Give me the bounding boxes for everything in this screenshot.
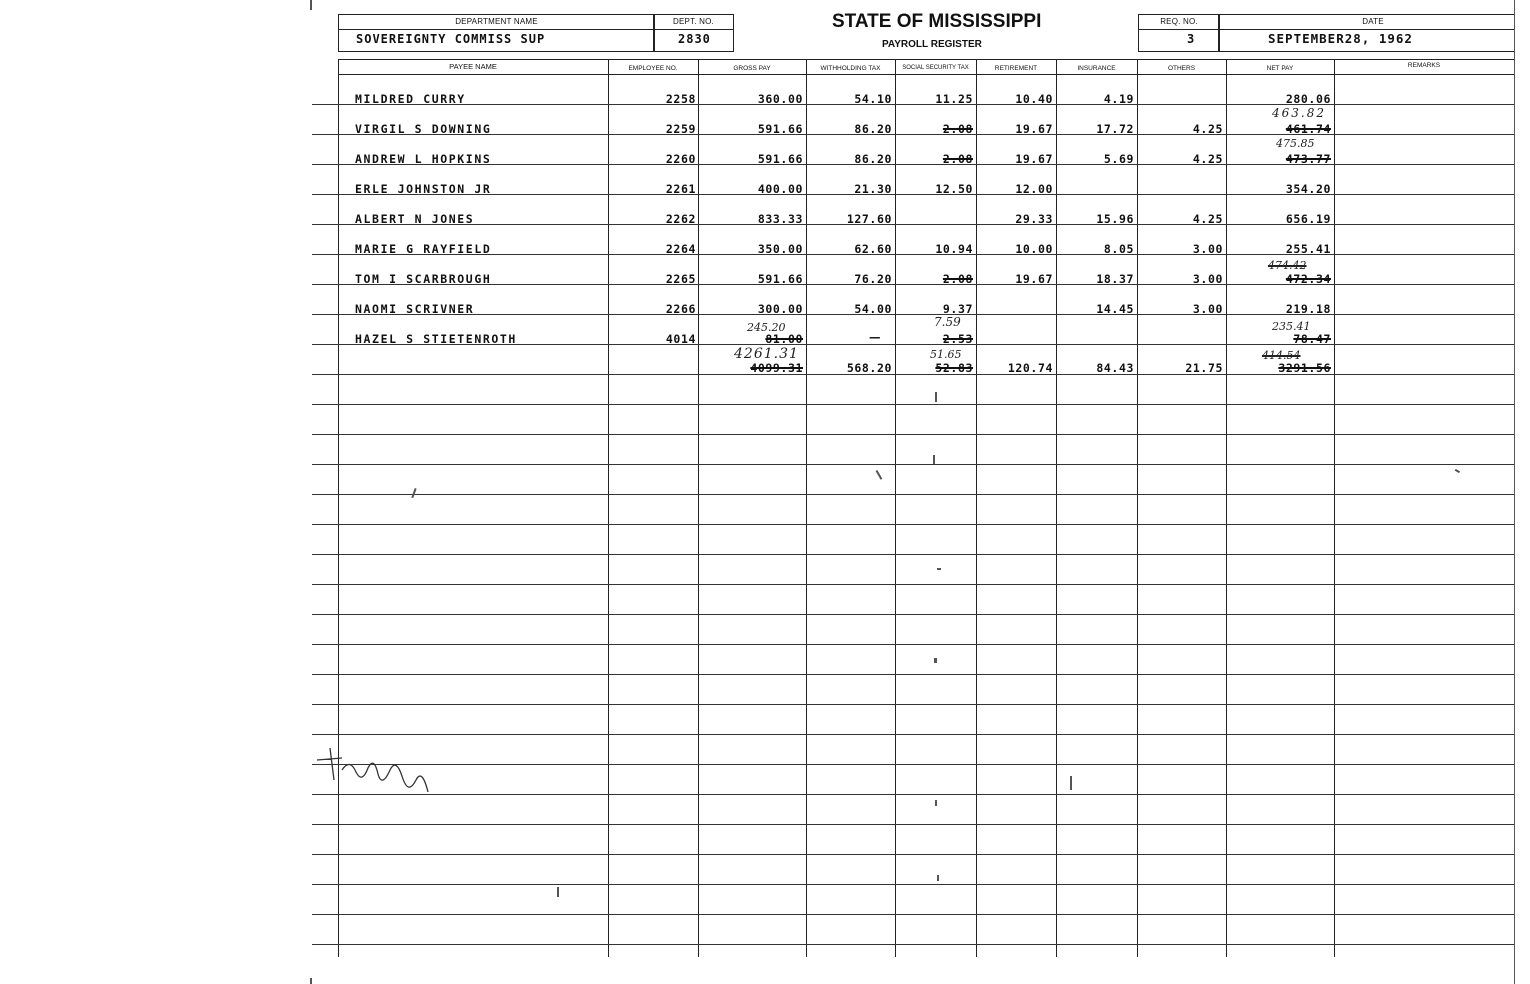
insurance: 15.96 — [1096, 212, 1134, 226]
row-rule — [312, 704, 1514, 705]
net-pay: 656.19 — [1285, 212, 1331, 226]
page-right-edge — [1514, 0, 1515, 984]
net-pay-struck: 461.74 — [1285, 122, 1331, 136]
row-rule — [312, 884, 1514, 885]
gross-pay: 350.00 — [757, 242, 803, 256]
gross-pay: 591.66 — [757, 152, 803, 166]
row-rule — [312, 584, 1514, 585]
gross-pay: 300.00 — [757, 302, 803, 316]
req-no-label: REQ. NO. — [1160, 17, 1198, 26]
retirement: 29.33 — [1015, 212, 1053, 226]
social-security-tax: 12.50 — [935, 182, 973, 196]
scan-speck — [935, 392, 937, 402]
net-pay: 280.06 — [1285, 92, 1331, 106]
scan-speck — [1070, 776, 1072, 790]
dept-name-label: DEPARTMENT NAME — [455, 17, 538, 26]
row-rule — [312, 554, 1514, 555]
insurance: 17.72 — [1096, 122, 1134, 136]
withholding-tax: 21.30 — [854, 182, 892, 196]
table-header-bottom — [338, 74, 1514, 75]
payee-name: TOM I SCARBROUGH — [355, 272, 492, 286]
row-rule — [312, 764, 1514, 765]
handwritten-net-correction: 475.85 — [1276, 137, 1315, 150]
social-security-tax: 9.37 — [942, 302, 973, 316]
retirement: 10.00 — [1015, 242, 1053, 256]
total-ss-struck: 52.83 — [935, 361, 973, 375]
social-security-tax-struck: 2.53 — [942, 332, 973, 346]
scan-speck — [411, 488, 416, 498]
handwritten-net-correction: 474.42 — [1268, 259, 1307, 272]
employee-no: 2264 — [665, 242, 696, 256]
divider — [1218, 29, 1514, 30]
net-pay: 354.20 — [1285, 182, 1331, 196]
col-header-payee: PAYEE NAME — [449, 62, 497, 71]
insurance: 4.19 — [1103, 92, 1134, 106]
dept-no-value: 2830 — [678, 32, 711, 46]
row-rule — [312, 824, 1514, 825]
divider — [338, 29, 655, 30]
others: 3.00 — [1192, 302, 1223, 316]
social-security-tax-struck: 2.08 — [942, 152, 973, 166]
employee-no: 2260 — [665, 152, 696, 166]
insurance: 18.37 — [1096, 272, 1134, 286]
insurance: 8.05 — [1103, 242, 1134, 256]
col-header-net-pay: NET PAY — [1266, 65, 1294, 72]
withholding-tax: 62.60 — [854, 242, 892, 256]
divider — [653, 29, 734, 30]
handwritten-total-gross: 4261.31 — [734, 346, 799, 362]
scan-speck — [310, 0, 312, 10]
handwritten-net-correction: 463.82 — [1272, 106, 1326, 120]
employee-no: 2265 — [665, 272, 696, 286]
withholding-tax: 86.20 — [854, 122, 892, 136]
req-no-value: 3 — [1187, 32, 1196, 46]
scan-speck — [557, 887, 559, 897]
scan-speck — [876, 470, 882, 479]
row-rule — [312, 434, 1514, 435]
others: 4.25 — [1192, 122, 1223, 136]
handwritten-net-correction: 235.41 — [1272, 320, 1311, 333]
scan-speck — [935, 800, 937, 806]
row-rule — [312, 734, 1514, 735]
employee-no: 2262 — [665, 212, 696, 226]
total-gross-struck: 4099.31 — [750, 361, 803, 375]
row-rule — [312, 524, 1514, 525]
row-rule — [312, 794, 1514, 795]
social-security-tax: 11.25 — [935, 92, 973, 106]
col-header-gross-pay: GROSS PAY — [733, 65, 771, 72]
scan-speck — [1455, 469, 1460, 473]
handwritten-ss-correction: 7.59 — [934, 315, 961, 329]
social-security-tax-struck: 2.08 — [942, 272, 973, 286]
withholding-tax: 127.60 — [846, 212, 892, 226]
gross-pay: 591.66 — [757, 272, 803, 286]
others: 3.00 — [1192, 272, 1223, 286]
scan-speck — [934, 658, 937, 663]
net-pay: 219.18 — [1285, 302, 1331, 316]
col-header-employee-no: EMPLOYEE NO. — [628, 65, 678, 72]
net-pay-struck: 78.47 — [1293, 332, 1331, 346]
payee-name: VIRGIL S DOWNING — [355, 122, 492, 136]
insurance: 5.69 — [1103, 152, 1134, 166]
row-rule — [312, 464, 1514, 465]
row-rule — [312, 944, 1514, 945]
date-label: DATE — [1362, 17, 1384, 26]
dept-name-value: SOVEREIGNTY COMMISS SUP — [356, 32, 546, 46]
payee-name: HAZEL S STIETENROTH — [355, 332, 517, 346]
row-rule — [312, 914, 1514, 915]
handwritten-gross-correction: 245.20 — [747, 321, 786, 334]
gross-pay: 400.00 — [757, 182, 803, 196]
col-header-others: OTHERS — [1167, 65, 1196, 72]
total-retirement: 120.74 — [1007, 361, 1053, 375]
net-pay-struck: 472.34 — [1285, 272, 1331, 286]
insurance: 14.45 — [1096, 302, 1134, 316]
col-header-social-security: SOCIAL SECURITY TAX — [902, 65, 969, 71]
retirement: 12.00 — [1015, 182, 1053, 196]
row-rule — [312, 224, 1514, 225]
dept-no-label: DEPT. NO. — [673, 17, 714, 26]
scan-speck — [937, 875, 939, 881]
net-pay: 255.41 — [1285, 242, 1331, 256]
social-security-tax-struck: 2.08 — [942, 122, 973, 136]
gross-pay: 591.66 — [757, 122, 803, 136]
payee-name: NAOMI SCRIVNER — [355, 302, 475, 316]
others: 3.00 — [1192, 242, 1223, 256]
scan-speck — [937, 568, 941, 570]
retirement: 19.67 — [1015, 152, 1053, 166]
row-rule — [312, 494, 1514, 495]
page-subtitle: PAYROLL REGISTER — [882, 39, 982, 50]
page-title: STATE OF MISSISSIPPI — [832, 11, 1042, 32]
payee-name: ERLE JOHNSTON JR — [355, 182, 492, 196]
total-net-struck: 3291.56 — [1278, 361, 1331, 375]
others: 4.25 — [1192, 152, 1223, 166]
payee-name: ALBERT N JONES — [355, 212, 475, 226]
divider — [1138, 29, 1220, 30]
date-value: SEPTEMBER28, 1962 — [1268, 31, 1413, 46]
row-rule — [312, 854, 1514, 855]
withholding-tax: 54.10 — [854, 92, 892, 106]
withholding-tax: — — [869, 330, 882, 344]
row-rule — [312, 614, 1514, 615]
withholding-tax: 86.20 — [854, 152, 892, 166]
net-pay-struck: 473.77 — [1285, 152, 1331, 166]
withholding-tax: 76.20 — [854, 272, 892, 286]
employee-no: 4014 — [665, 332, 696, 346]
col-header-insurance: INSURANCE — [1077, 65, 1116, 72]
scan-speck — [933, 455, 935, 464]
social-security-tax: 10.94 — [935, 242, 973, 256]
signature-scrawl — [312, 740, 442, 810]
table-top-border — [338, 59, 1514, 60]
retirement: 10.40 — [1015, 92, 1053, 106]
gross-pay: 833.33 — [757, 212, 803, 226]
withholding-tax: 54.00 — [854, 302, 892, 316]
handwritten-total-net: 414.54 — [1262, 349, 1301, 362]
employee-no: 2259 — [665, 122, 696, 136]
employee-no: 2266 — [665, 302, 696, 316]
scan-speck — [310, 978, 312, 984]
total-withholding: 568.20 — [846, 361, 892, 375]
handwritten-total-ss: 51.65 — [930, 348, 962, 361]
others: 4.25 — [1192, 212, 1223, 226]
row-rule — [312, 644, 1514, 645]
retirement: 19.67 — [1015, 272, 1053, 286]
row-rule — [312, 674, 1514, 675]
row-rule — [312, 404, 1514, 405]
employee-no: 2261 — [665, 182, 696, 196]
total-insurance: 84.43 — [1096, 361, 1134, 375]
employee-no: 2258 — [665, 92, 696, 106]
payee-name: MILDRED CURRY — [355, 92, 466, 106]
retirement: 19.67 — [1015, 122, 1053, 136]
col-header-remarks: REMARKS — [1407, 62, 1441, 69]
total-others: 21.75 — [1185, 361, 1223, 375]
col-header-withholding: WITHHOLDING TAX — [820, 65, 881, 72]
payee-name: MARIE G RAYFIELD — [355, 242, 492, 256]
payee-name: ANDREW L HOPKINS — [355, 152, 492, 166]
gross-pay: 360.00 — [757, 92, 803, 106]
col-header-retirement: RETIREMENT — [994, 65, 1038, 72]
gross-pay-struck: 81.00 — [765, 332, 803, 346]
